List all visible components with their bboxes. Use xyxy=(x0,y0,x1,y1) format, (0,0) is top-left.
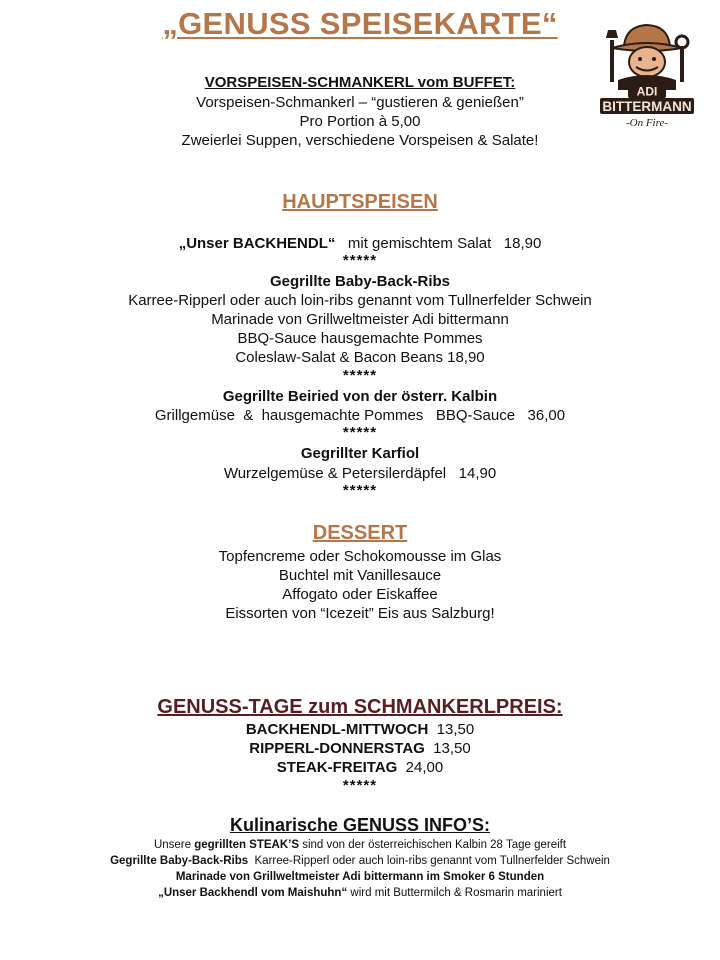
separator-stars: ***** xyxy=(342,482,378,499)
infos-heading: Kulinarische GENUSS INFO’S: xyxy=(229,815,491,835)
vorspeisen-line: Pro Portion à 5,00 xyxy=(299,113,421,130)
separator-stars: ***** xyxy=(342,252,378,269)
info-line xyxy=(0,869,720,885)
dessert-line: Topfencreme oder Schokomousse im Glas xyxy=(218,548,502,565)
info-text: Karree-Ripperl oder auch loin-ribs genannt vom Tullnerfelder Schwein xyxy=(248,855,610,867)
backhendl-item xyxy=(0,234,720,253)
dessert-line: Eissorten von “Icezeit” Eis aus Salzburg! xyxy=(225,605,495,622)
genusstage-item-price: 13,50 xyxy=(428,721,475,738)
genusstage-item-name: BACKHENDL-MITTWOCH xyxy=(245,721,429,738)
info-line xyxy=(0,853,720,869)
karfiol-desc: Wurzelgemüse & Petersilerdäpfel 14,90 xyxy=(223,465,497,482)
genusstage-heading: GENUSS-TAGE zum SCHMANKERLPREIS: xyxy=(157,696,563,718)
logo-line1: ADI xyxy=(636,84,658,99)
ribs-line: BBQ-Sauce hausgemachte Pommes xyxy=(237,330,483,347)
vorspeisen-line: Zweierlei Suppen, verschiedene Vorspeisen & Salate! xyxy=(181,132,539,149)
dessert-line: Affogato oder Eiskaffee xyxy=(282,586,438,603)
ribs-line: Coleslaw-Salat & Bacon Beans 18,90 xyxy=(235,349,485,366)
ribs-line: Karree-Ripperl oder auch loin-ribs genannt vom Tullnerfelder Schwein xyxy=(128,292,592,309)
genusstage-item xyxy=(0,720,720,739)
backhendl-desc: mit gemischtem Salat 18,90 xyxy=(335,235,542,252)
separator-stars: ***** xyxy=(342,777,378,794)
info-text: wird mit Buttermilch & Rosmarin mariniert xyxy=(347,887,562,899)
page-title: „GENUSS SPEISEKARTE“ xyxy=(162,6,558,41)
genusstage-item xyxy=(0,739,720,758)
separator-stars: ***** xyxy=(342,424,378,441)
beiried-desc: Grillgemüse & hausgemachte Pommes BBQ-Sauce 36,00 xyxy=(154,407,566,424)
info-text: Unsere xyxy=(153,839,195,851)
hauptspeisen-heading: HAUPTSPEISEN xyxy=(282,191,438,213)
ribs-line: Marinade von Grillweltmeister Adi bittermann xyxy=(211,311,509,328)
beiried-name: Gegrillte Beiried von der österr. Kalbin xyxy=(222,388,498,405)
logo-tagline: -On Fire- xyxy=(625,117,669,129)
genusstage-item xyxy=(0,758,720,777)
ribs-name: Gegrillte Baby-Back-Ribs xyxy=(269,273,451,290)
dessert-heading: DESSERT xyxy=(312,522,408,544)
info-text: sind von der österreichischen Kalbin 28 Tage gereift xyxy=(299,839,567,851)
info-line xyxy=(0,885,720,901)
info-bold: gegrillten STEAK’S xyxy=(194,839,300,851)
vorspeisen-heading: VORSPEISEN-SCHMANKERL vom BUFFET: xyxy=(204,74,516,91)
info-bold: Marinade von Grillweltmeister Adi bittermann im Smoker 6 Stunden xyxy=(175,871,545,883)
info-bold: „Unser Backhendl vom Maishuhn“ xyxy=(158,887,348,899)
karfiol-name: Gegrillter Karfiol xyxy=(300,445,420,462)
dessert-line: Buchtel mit Vanillesauce xyxy=(278,567,442,584)
genusstage-item-name: RIPPERL-DONNERSTAG xyxy=(249,740,425,757)
separator-stars: ***** xyxy=(342,367,378,384)
backhendl-name: „Unser BACKHENDL“ xyxy=(178,235,336,252)
logo-line2: BITTERMANN xyxy=(602,99,692,114)
vorspeisen-line: Vorspeisen-Schmankerl – “gustieren & genießen” xyxy=(196,94,524,111)
info-bold: Gegrillte Baby-Back-Ribs xyxy=(110,855,249,867)
genusstage-item-price: 13,50 xyxy=(424,740,471,757)
info-line xyxy=(0,837,720,853)
genusstage-item-price: 24,00 xyxy=(397,759,444,776)
genusstage-item-name: STEAK-FREITAG xyxy=(276,759,398,776)
